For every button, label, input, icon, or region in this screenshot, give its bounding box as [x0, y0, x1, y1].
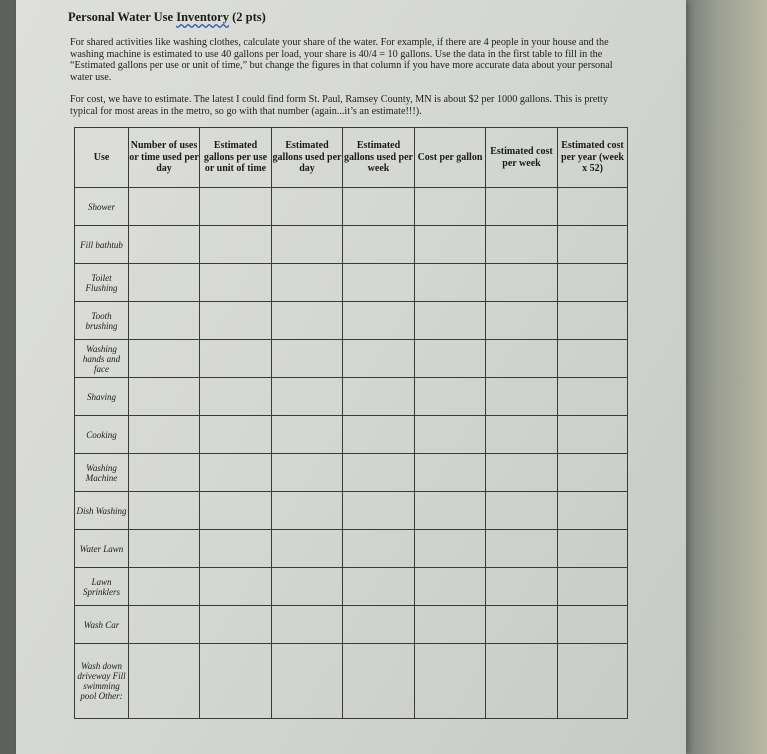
table-cell[interactable]	[486, 454, 558, 492]
header-gallons-per-use: Estimated gallons per use or unit of time	[200, 128, 272, 188]
table-cell[interactable]	[200, 264, 272, 302]
table-cell[interactable]	[415, 568, 486, 606]
table-row	[75, 644, 628, 719]
table-cell[interactable]	[343, 454, 415, 492]
cost-paragraph: For cost, we have to estimate. The latest I could find form St. Paul, Ramsey County, MN is about $2 per 1000 gallons. This is pretty typical for most areas in the metro, so go with that number (again...it’s an estimate!!!).	[70, 94, 608, 117]
table-cell[interactable]	[343, 530, 415, 568]
table-row	[75, 530, 628, 568]
table-cell[interactable]	[200, 530, 272, 568]
table-cell[interactable]	[200, 188, 272, 226]
table-row	[75, 264, 628, 302]
row-label: Shower	[75, 188, 129, 226]
table-row	[75, 454, 628, 492]
table-cell[interactable]	[343, 644, 415, 719]
table-cell[interactable]	[343, 416, 415, 454]
table-cell[interactable]	[129, 188, 200, 226]
table-cell[interactable]	[415, 530, 486, 568]
table-cell[interactable]	[272, 530, 343, 568]
table-cell[interactable]	[272, 378, 343, 416]
table-header-row	[75, 128, 628, 188]
row-label: Washing Machine	[75, 454, 129, 492]
instructions-paragraph: For shared activities like washing clothes, calculate your share of the water. For example, if there are 4 people in your house and the washing machine is estimated to use 40 gallons per load, your share is 40/4 = 10 gallons. Use the data in the first table to fill in the “Estimated gallons per use or unit of time,” but change the figures in that column if you have more accurate data about your personal water use.	[70, 37, 613, 83]
table-cell[interactable]	[272, 568, 343, 606]
table-cell[interactable]	[200, 568, 272, 606]
table-cell[interactable]	[558, 340, 628, 378]
table-cell[interactable]	[558, 644, 628, 719]
table-cell[interactable]	[129, 416, 200, 454]
table-row	[75, 568, 628, 606]
table-cell[interactable]	[486, 378, 558, 416]
title-main: Personal Water Use	[68, 10, 177, 24]
worksheet-title	[68, 10, 266, 25]
table-cell[interactable]	[129, 340, 200, 378]
table-cell[interactable]	[415, 226, 486, 264]
water-use-table-container	[74, 127, 628, 719]
row-label: Water Lawn	[75, 530, 129, 568]
title-points: (2 pts)	[228, 10, 266, 24]
header-uses-per-day: Number of uses or time used per day	[129, 128, 200, 188]
row-label: Tooth brushing	[75, 302, 129, 340]
table-cell[interactable]	[343, 188, 415, 226]
table-cell[interactable]	[486, 568, 558, 606]
table-cell[interactable]	[415, 606, 486, 644]
table-cell[interactable]	[129, 644, 200, 719]
header-gallons-per-week: Estimated gallons used per week	[343, 128, 415, 188]
table-cell[interactable]	[272, 340, 343, 378]
table-cell[interactable]	[558, 606, 628, 644]
table-cell[interactable]	[129, 454, 200, 492]
row-label: Washing hands and face	[75, 340, 129, 378]
table-cell[interactable]	[415, 454, 486, 492]
table-cell[interactable]	[129, 302, 200, 340]
table-row	[75, 378, 628, 416]
table-cell[interactable]	[415, 378, 486, 416]
table-row	[75, 302, 628, 340]
table-cell[interactable]	[129, 492, 200, 530]
table-cell[interactable]	[272, 492, 343, 530]
table-cell[interactable]	[558, 530, 628, 568]
header-cost-per-year: Estimated cost per year (week x 52)	[558, 128, 628, 188]
table-cell[interactable]	[129, 606, 200, 644]
table-cell[interactable]	[129, 264, 200, 302]
row-label: Cooking	[75, 416, 129, 454]
table-cell[interactable]	[486, 264, 558, 302]
table-row	[75, 226, 628, 264]
table-cell[interactable]	[343, 606, 415, 644]
table-cell[interactable]	[486, 644, 558, 719]
row-label: Wash Car	[75, 606, 129, 644]
row-label: Shaving	[75, 378, 129, 416]
table-cell[interactable]	[415, 644, 486, 719]
table-cell[interactable]	[486, 226, 558, 264]
table-cell[interactable]	[272, 644, 343, 719]
table-cell[interactable]	[558, 188, 628, 226]
table-cell[interactable]	[272, 454, 343, 492]
title-underlined: Inventory	[176, 10, 229, 24]
table-row	[75, 416, 628, 454]
header-cost-per-week: Estimated cost per week	[486, 128, 558, 188]
table-cell[interactable]	[558, 378, 628, 416]
table-cell[interactable]	[558, 264, 628, 302]
table-cell[interactable]	[558, 416, 628, 454]
table-cell[interactable]	[486, 416, 558, 454]
table-cell[interactable]	[272, 226, 343, 264]
table-cell[interactable]	[200, 416, 272, 454]
header-gallons-per-day: Estimated gallons used per day	[272, 128, 343, 188]
table-cell[interactable]	[129, 226, 200, 264]
table-cell[interactable]	[415, 416, 486, 454]
table-cell[interactable]	[200, 454, 272, 492]
table-cell[interactable]	[558, 302, 628, 340]
table-cell[interactable]	[486, 606, 558, 644]
table-cell[interactable]	[272, 264, 343, 302]
table-cell[interactable]	[200, 378, 272, 416]
paper-shadow	[686, 0, 767, 754]
row-label: Wash down driveway Fill swimming pool Other:	[75, 644, 129, 719]
table-cell[interactable]	[200, 302, 272, 340]
table-cell[interactable]	[272, 416, 343, 454]
table-cell[interactable]	[343, 226, 415, 264]
table-cell[interactable]	[200, 226, 272, 264]
table-cell[interactable]	[486, 530, 558, 568]
table-cell[interactable]	[415, 188, 486, 226]
table-cell[interactable]	[200, 340, 272, 378]
table-cell[interactable]	[272, 188, 343, 226]
row-label: Fill bathtub	[75, 226, 129, 264]
row-label: Toilet Flushing	[75, 264, 129, 302]
table-cell[interactable]	[343, 492, 415, 530]
table-cell[interactable]	[129, 378, 200, 416]
table-cell[interactable]	[272, 606, 343, 644]
table-cell[interactable]	[343, 302, 415, 340]
table-cell[interactable]	[200, 644, 272, 719]
table-cell[interactable]	[129, 530, 200, 568]
table-cell[interactable]	[200, 606, 272, 644]
table-cell[interactable]	[343, 340, 415, 378]
table-cell[interactable]	[272, 302, 343, 340]
table-cell[interactable]	[343, 568, 415, 606]
table-cell[interactable]	[558, 226, 628, 264]
water-use-table	[74, 127, 628, 719]
table-cell[interactable]	[343, 378, 415, 416]
table-cell[interactable]	[415, 340, 486, 378]
table-cell[interactable]	[343, 264, 415, 302]
table-row	[75, 340, 628, 378]
table-row	[75, 492, 628, 530]
table-cell[interactable]	[200, 492, 272, 530]
table-cell[interactable]	[415, 264, 486, 302]
row-label: Lawn Sprinklers	[75, 568, 129, 606]
table-cell[interactable]	[415, 302, 486, 340]
table-cell[interactable]	[486, 188, 558, 226]
table-cell[interactable]	[486, 492, 558, 530]
header-use: Use	[75, 128, 129, 188]
table-cell[interactable]	[415, 492, 486, 530]
table-cell[interactable]	[558, 454, 628, 492]
table-cell[interactable]	[558, 568, 628, 606]
row-label: Dish Washing	[75, 492, 129, 530]
table-cell[interactable]	[486, 302, 558, 340]
table-cell[interactable]	[129, 568, 200, 606]
table-cell[interactable]	[486, 340, 558, 378]
table-cell[interactable]	[558, 492, 628, 530]
table-row	[75, 188, 628, 226]
table-row	[75, 606, 628, 644]
header-cost-per-gallon: Cost per gallon	[415, 128, 486, 188]
